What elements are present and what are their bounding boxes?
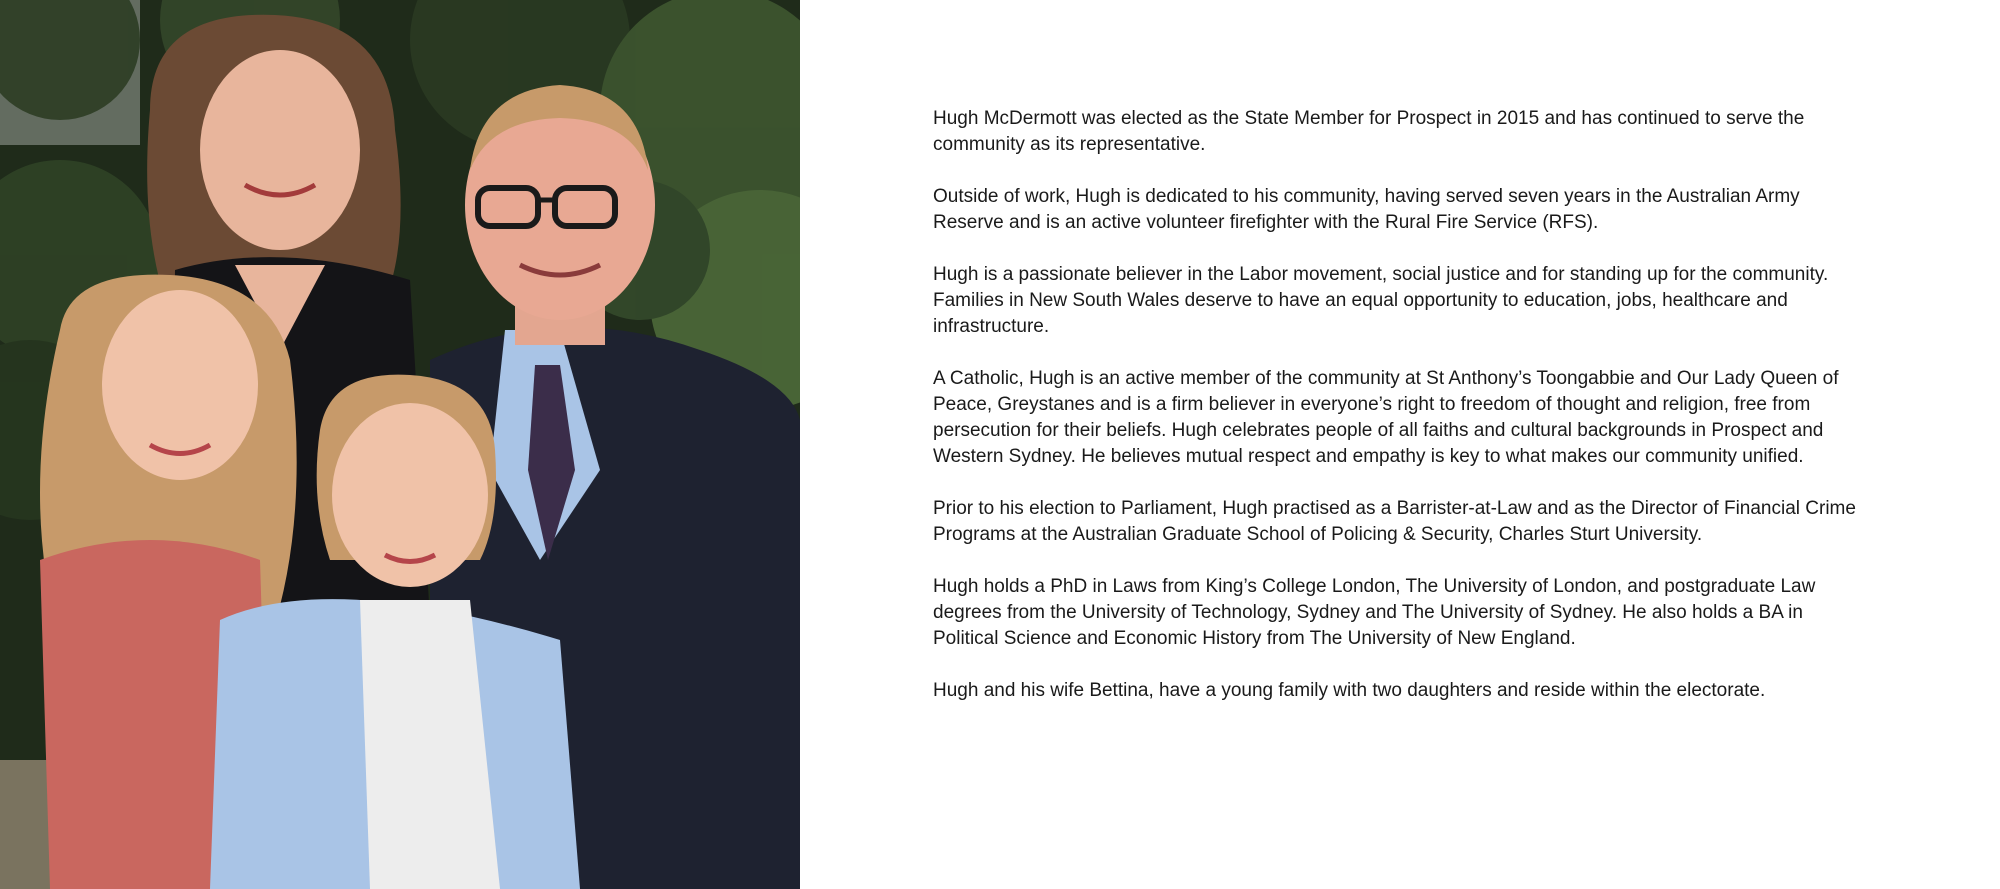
family-photo xyxy=(0,0,800,889)
bio-text xyxy=(933,106,1880,704)
bio-paragraph-faith: A Catholic, Hugh is an active member of the community at St Anthony’s Toongabbie and Our Lady Queen of Peace, Greystanes and is a firm believer in everyone’s right to freedom of thought and religion, free from persecution for their beliefs. Hugh celebrates people of all faiths and cultural backgrounds in Prospect and Western Sydney. He believes mutual respect and empathy is key to what makes our community unified. xyxy=(933,368,1839,467)
bio-paragraph-education: Hugh holds a PhD in Laws from King’s College London, The University of London, and postgraduate Law degrees from the University of Technology, Sydney and The University of Sydney. He also holds a BA in Political Science and Economic History from The University of New England. xyxy=(933,576,1816,649)
bio-paragraph-family: Hugh and his wife Bettina, have a young family with two daughters and reside within the electorate. xyxy=(933,680,1766,701)
bio-paragraph-election: Hugh McDermott was elected as the State Member for Prospect in 2015 and has continued to serve the community as its representative. xyxy=(933,108,1805,155)
bio-panel xyxy=(800,0,2000,889)
family-photo-illustration xyxy=(0,0,800,889)
bio-paragraph-career: Prior to his election to Parliament, Hugh practised as a Barrister-at-Law and as the Director of Financial Crime Programs at the Australian Graduate School of Policing & Security, Charles Sturt University. xyxy=(933,498,1856,545)
bio-paragraph-community-service: Outside of work, Hugh is dedicated to his community, having served seven years in the Australian Army Reserve and is an active volunteer firefighter with the Rural Fire Service (RFS). xyxy=(933,186,1800,233)
bio-paragraph-labor-values: Hugh is a passionate believer in the Labor movement, social justice and for standing up for the community. Families in New South Wales deserve to have an equal opportunity to education, jobs, healthcare and infrastructure. xyxy=(933,264,1829,337)
